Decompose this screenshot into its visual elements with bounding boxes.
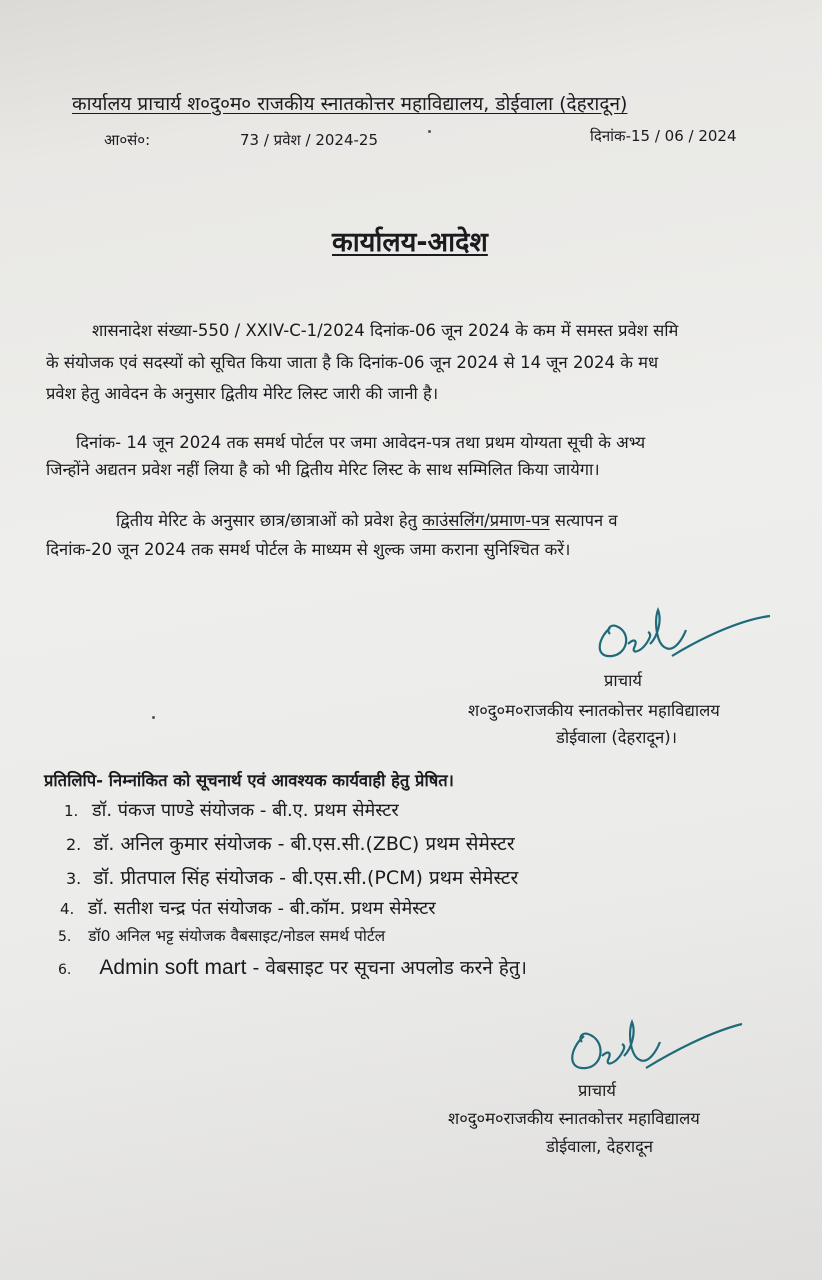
para1-line1: शासनादेश संख्या-550 / XXIV-C-1/2024 दिनांक-06 जून 2024 के कम में समस्त प्रवेश समि xyxy=(92,321,679,340)
copy-to-heading: प्रतिलिपि- निम्नांकित को सूचनार्थ एवं आवश्यक कार्यवाही हेतु प्रेषित। xyxy=(44,771,454,790)
copy-item-number: 6. xyxy=(58,962,72,978)
copy-item-3 xyxy=(66,864,518,890)
issue-date: दिनांक-15 / 06 / 2024 xyxy=(590,127,737,145)
reference-number: 73 / प्रवेश / 2024-25 xyxy=(240,131,379,149)
copy-item-text: डॉ0 अनिल भट्ट संयोजक वैबसाइट/नोडल समर्थ पोर्टल xyxy=(88,927,386,945)
copy-item-number: 1. xyxy=(64,802,79,820)
signature1-place: डोईवाला (देहरादून)। xyxy=(556,728,677,747)
signature2-place: डोईवाला, देहरादून xyxy=(546,1137,654,1156)
signature-2 xyxy=(560,1010,750,1080)
stray-dot xyxy=(428,130,431,133)
copy-item-text: डॉ. प्रीतपाल सिंह संयोजक - बी.एस.सी.(PCM) प्रथम सेमेस्टर xyxy=(93,867,519,889)
copy-item-number: 5. xyxy=(58,929,72,945)
copy-item-number: 2. xyxy=(66,835,82,854)
para2-line2: जिन्होंने अद्यतन प्रवेश नहीं लिया है को भी द्वितीय मेरिट लिस्ट के साथ सम्मिलित किया जायेगा। xyxy=(46,460,600,479)
copy-item-2 xyxy=(66,830,515,856)
signature2-designation: प्राचार्य xyxy=(578,1081,616,1100)
copy-item-text: डॉ. पंकज पाण्डे संयोजक - बी.ए. प्रथम सेमेस्टर xyxy=(92,800,399,821)
signature1-designation: प्राचार्य xyxy=(604,671,642,690)
office-header: कार्यालय प्राचार्य श०दु०म० राजकीय स्नातकोत्तर महाविद्यालय, डोईवाला (देहरादून) xyxy=(72,93,628,115)
para3-underlined: काउंसलिंग/प्रमाण-पत्र xyxy=(422,511,550,530)
copy-item-6 xyxy=(58,954,527,980)
copy-item-1 xyxy=(64,798,399,822)
para2-line1: दिनांक- 14 जून 2024 तक समर्थ पोर्टल पर जमा आवेदन-पत्र तथा प्रथम योग्यता सूची के अभ्य xyxy=(76,433,646,452)
reference-label: आ०सं०: xyxy=(104,131,151,149)
copy-item-text-english: Admin soft mart xyxy=(99,956,247,979)
para3-line1 xyxy=(116,508,618,531)
copy-item-number: 4. xyxy=(60,900,75,918)
copy-item-text: डॉ. अनिल कुमार संयोजक - बी.एस.सी.(ZBC) प्रथम सेमेस्टर xyxy=(93,833,515,855)
document-title: कार्यालय-आदेश xyxy=(332,227,488,258)
copy-item-4 xyxy=(60,896,436,920)
para3-text-end: सत्यापन व xyxy=(549,511,618,530)
signature2-college: श०दु०म०राजकीय स्नातकोत्तर महाविद्यालय xyxy=(448,1109,700,1128)
copy-item-5 xyxy=(58,924,385,946)
para3-line2: दिनांक-20 जून 2024 तक समर्थ पोर्टल के माध्यम से शुल्क जमा कराना सुनिश्चित करें। xyxy=(46,540,571,559)
para1-line2: के संयोजक एवं सदस्यों को सूचित किया जाता है कि दिनांक-06 जून 2024 से 14 जून 2024 के मध xyxy=(46,353,659,372)
copy-item-number: 3. xyxy=(66,869,82,888)
para3-text-start: द्वितीय मेरिट के अनुसार छात्र/छात्राओं को प्रवेश हेतु xyxy=(116,511,423,530)
copy-item-text: डॉ. सतीश चन्द्र पंत संयोजक - बी.कॉम. प्रथम सेमेस्टर xyxy=(88,898,436,919)
signature-1 xyxy=(588,600,778,670)
signature1-college: श०दु०म०राजकीय स्नातकोत्तर महाविद्यालय xyxy=(468,701,720,720)
stray-dot xyxy=(152,716,155,719)
copy-item-text: - वेबसाइट पर सूचना अपलोड करने हेतु। xyxy=(252,957,527,979)
para1-line3: प्रवेश हेतु आवेदन के अनुसार द्वितीय मेरिट लिस्ट जारी की जानी है। xyxy=(46,384,439,403)
